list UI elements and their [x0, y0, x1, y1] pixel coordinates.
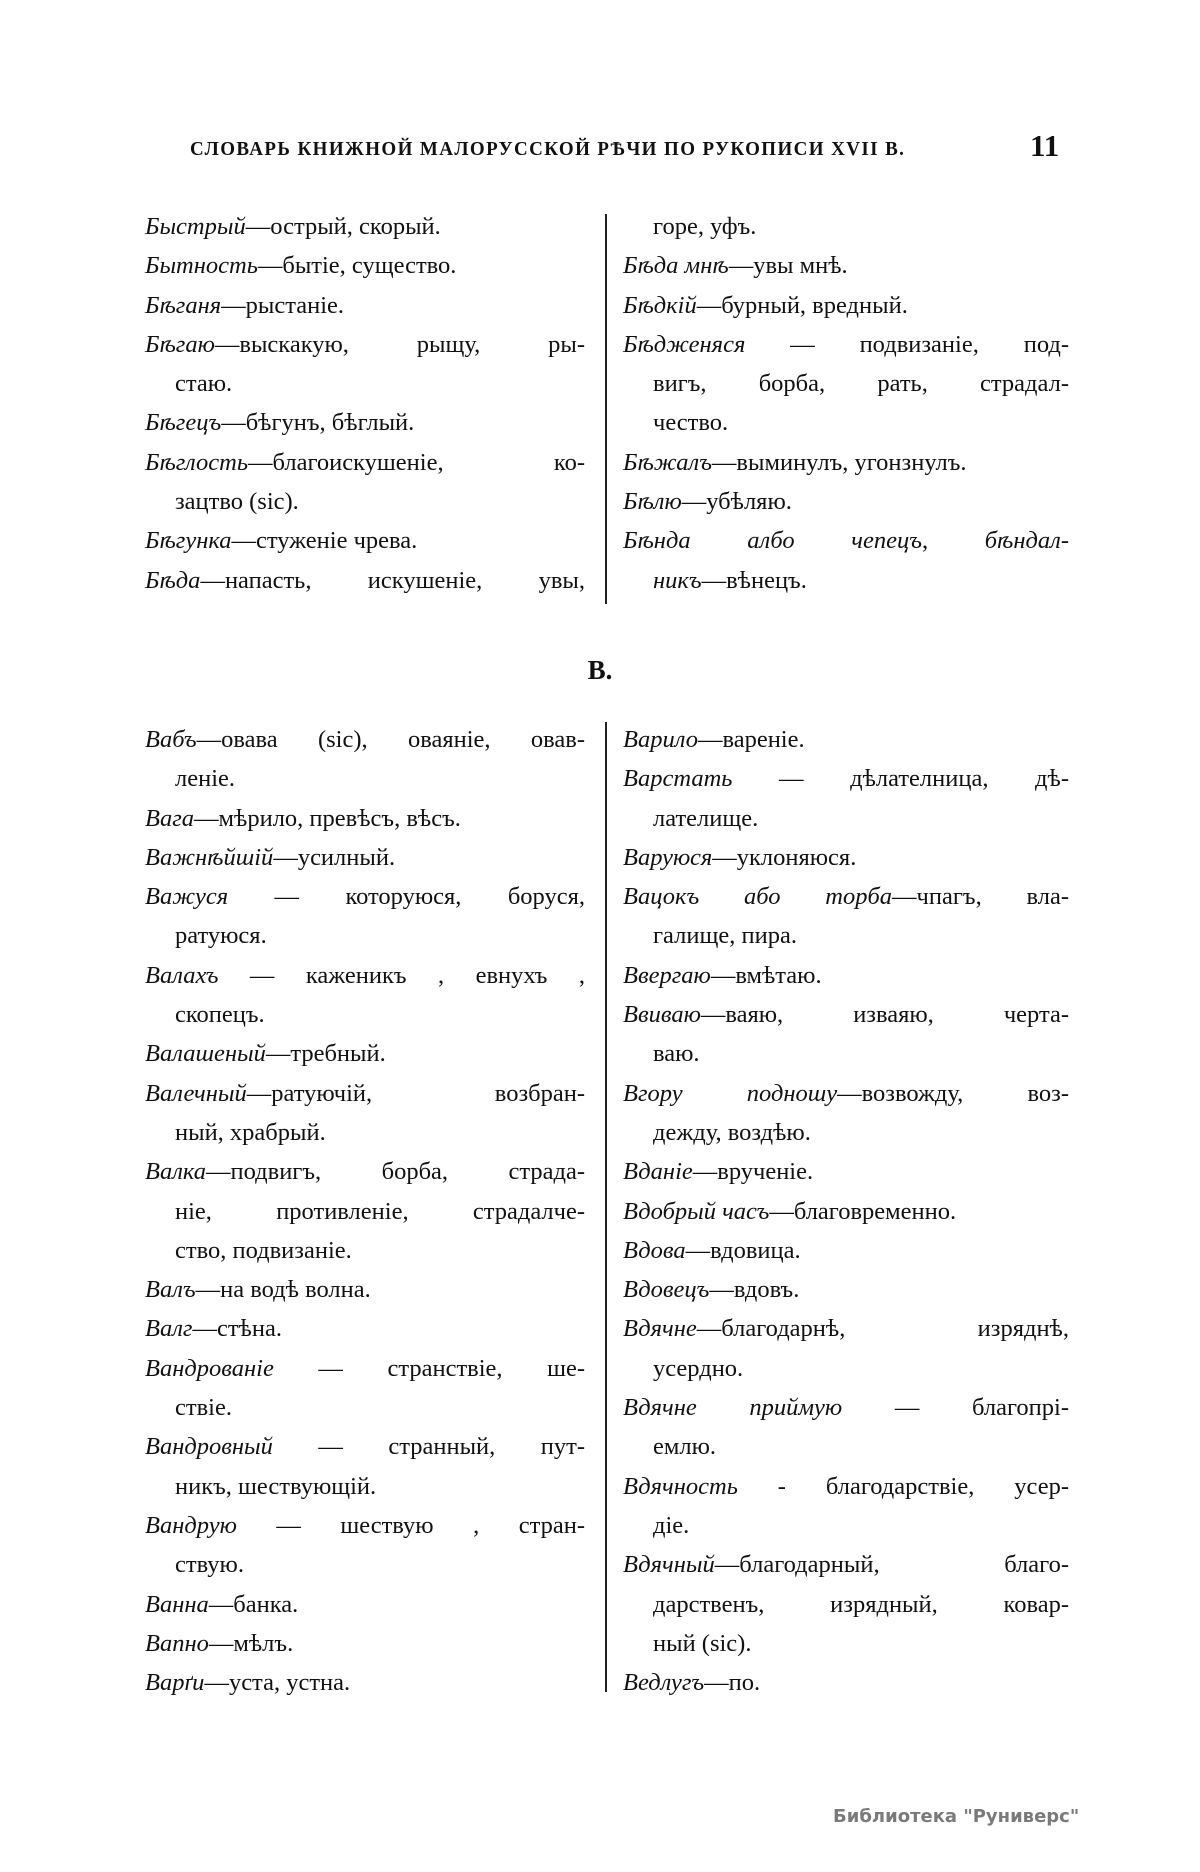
entry-line [623, 482, 1069, 521]
dictionary-entry [145, 1152, 585, 1270]
entry-line [623, 1192, 1069, 1231]
definition: скопецъ. [175, 1001, 265, 1029]
headword: Вага [145, 804, 195, 832]
entry-line [623, 1349, 1069, 1388]
definition: —бѣгунъ, бѣглый. [221, 409, 415, 437]
headword: Вабъ [145, 726, 197, 753]
definition: — дѣлателница, дѣ- [732, 765, 1069, 793]
dictionary-entry [145, 1585, 585, 1624]
dictionary-entry [623, 482, 1069, 521]
headword: Варуюся [623, 843, 713, 871]
dictionary-entry [623, 1467, 1069, 1546]
dictionary-entry [623, 995, 1069, 1074]
entry-line [145, 1585, 585, 1624]
definition: вигъ, борба, рать, страдал- [653, 370, 1069, 398]
definition: стаю. [175, 370, 233, 398]
headword: Бѣнда албо чепецъ [623, 527, 922, 555]
dictionary-entry [145, 838, 585, 877]
entry-line [623, 1113, 1069, 1152]
definition: — которуюся, боруся, [228, 883, 585, 911]
dictionary-entry [623, 877, 1069, 956]
definition: —врученіе. [692, 1158, 814, 1186]
headword: Бѣда мнѣ [623, 252, 729, 280]
headword: Бѣгецъ [145, 409, 222, 437]
headword: Бѣдженяся [623, 330, 746, 358]
headword: Вгору подношу [623, 1079, 838, 1107]
headword: Валъ [145, 1276, 196, 1304]
dictionary-entry [623, 286, 1069, 325]
dictionary-entry [623, 325, 1069, 443]
entry-line [145, 995, 585, 1034]
headword: Вдячне приймую [623, 1394, 843, 1422]
entry-line [145, 799, 585, 838]
entry-line [145, 1467, 585, 1506]
entry-line [145, 956, 585, 995]
headword: Вдобрый часъ [623, 1197, 770, 1225]
entry-line [623, 1624, 1069, 1663]
definition: ваю. [653, 1040, 700, 1068]
headword: Ведлугъ [623, 1669, 705, 1697]
dictionary-entry [623, 1545, 1069, 1663]
definition: —стѣна. [192, 1315, 282, 1343]
entry-line [145, 1270, 585, 1309]
entry-line [145, 720, 585, 759]
definition: — подвизаніе, под- [745, 330, 1069, 358]
entry-line [145, 325, 585, 364]
entry-line [623, 1506, 1069, 1545]
headword: Вандрованіе [145, 1354, 274, 1382]
entry-line [145, 1506, 585, 1545]
entry-line [145, 403, 585, 442]
definition: лателище. [653, 804, 759, 832]
definition: ствую. [175, 1551, 244, 1579]
entry-line [145, 1388, 585, 1427]
definition: дарственъ, изрядный, ковар- [653, 1590, 1069, 1618]
definition: —овава (sic), оваяніе, овав- [196, 726, 585, 753]
entry-line [623, 286, 1069, 325]
definition: —благодарный, благо- [714, 1551, 1069, 1579]
definition: —благовременно. [769, 1197, 957, 1225]
dictionary-entry [623, 1231, 1069, 1270]
library-watermark: Библиотека "Руниверс" [833, 1806, 1080, 1827]
entry-line [623, 956, 1069, 995]
headword: Вацокъ або торба [623, 883, 893, 911]
dictionary-entry [145, 720, 585, 799]
definition: , [921, 527, 985, 555]
headword: Варило [623, 726, 698, 753]
entry-line [623, 759, 1069, 798]
definition: —мѣлъ. [208, 1629, 294, 1657]
definition: — шествую , стран- [236, 1511, 585, 1539]
headword: Вдовецъ [623, 1276, 710, 1304]
headword: Вданіе [623, 1158, 693, 1186]
dictionary-entry [145, 1349, 585, 1428]
definition: —уклоняюся. [712, 843, 857, 871]
dictionary-entry [145, 207, 585, 246]
dictionary-entry [145, 403, 585, 442]
definition: —вареніе. [697, 726, 805, 753]
entry-line [623, 207, 1069, 246]
definition: —бурный, вредный. [696, 291, 908, 319]
definition: —выскакую, рыщу, ры- [214, 330, 585, 358]
entry-line [623, 720, 1069, 759]
entry-line [145, 482, 585, 521]
entry-line [145, 759, 585, 798]
entry-line [145, 1231, 585, 1270]
entry-line [145, 1624, 585, 1663]
entry-line [623, 877, 1069, 916]
dictionary-entry [623, 1192, 1069, 1231]
definition: ный, храбрый. [175, 1118, 326, 1146]
entry-line [145, 1663, 585, 1702]
definition: —благоискушеніе, ко- [247, 448, 585, 476]
dictionary-entry [145, 521, 585, 560]
dictionary-entry [145, 561, 585, 600]
entry-line [623, 1034, 1069, 1073]
entry-line [623, 916, 1069, 955]
definition: —увы мнѣ. [728, 252, 848, 280]
definition: —вѣнецъ. [701, 566, 807, 594]
entry-line [145, 1113, 585, 1152]
dictionary-entry [623, 720, 1069, 759]
dictionary-entry [623, 956, 1069, 995]
entry-line [145, 1192, 585, 1231]
headword: Вдячный [623, 1551, 715, 1579]
headword: Валахъ [145, 961, 219, 989]
headword: Бѣлю [623, 488, 682, 516]
definition: —уста, устна. [204, 1669, 351, 1697]
definition: —ваяю, изваяю, черта- [700, 1001, 1069, 1029]
definition: —усилный. [273, 843, 396, 871]
entry-line [145, 286, 585, 325]
dictionary-entry [623, 207, 1069, 246]
entry-line [623, 1152, 1069, 1191]
definition: —банка. [208, 1590, 299, 1618]
headword: Бѣгаю [145, 330, 215, 358]
headword: никъ [653, 566, 702, 594]
headword: Бѣглость [145, 448, 248, 476]
definition: ніе, противленіе, страдалче- [175, 1197, 585, 1225]
dictionary-entry [623, 759, 1069, 838]
headword: Бытность [145, 252, 258, 280]
headword: Валка [145, 1158, 206, 1186]
definition: чество. [653, 409, 729, 437]
definition: зацтво (sic). [175, 488, 299, 516]
definition: - благодарствіе, усер- [737, 1472, 1069, 1500]
definition: —требный. [265, 1040, 386, 1068]
definition: —выминулъ, угонзнулъ. [711, 448, 967, 476]
definition: —ратуючій, возбран- [246, 1079, 585, 1107]
entry-line [623, 1663, 1069, 1702]
headword: Валечный [145, 1079, 247, 1107]
entry-line [145, 1349, 585, 1388]
headword: Важнѣйшій [145, 843, 274, 871]
definition: ствіе. [175, 1394, 232, 1422]
headword: Быстрый [145, 213, 246, 240]
dictionary-entry [145, 1034, 585, 1073]
entry-line [145, 1545, 585, 1584]
dictionary-entry [145, 1309, 585, 1348]
entry-line [145, 443, 585, 482]
definition: — благопрі- [842, 1394, 1069, 1422]
definition: —бытіе, существо. [257, 252, 457, 280]
entry-line [623, 443, 1069, 482]
running-head-title: СЛОВАРЬ КНИЖНОЙ МАЛОРУССКОЙ РѢЧИ ПО РУКОПИСИ XVII В. [190, 138, 906, 161]
dictionary-entry [145, 1074, 585, 1153]
definition: —чпагъ, вла- [892, 883, 1069, 911]
headword: Вдова [623, 1236, 686, 1264]
dictionary-entry [145, 1270, 585, 1309]
definition: —стуженіе чрева. [231, 527, 418, 555]
definition: діе. [653, 1511, 690, 1539]
definition: — странствіе, ше- [273, 1354, 585, 1382]
headword: Валг [145, 1315, 193, 1343]
headword: Варґи [145, 1669, 205, 1697]
definition: дежду, воздѣю. [653, 1118, 811, 1146]
definition: —по. [704, 1669, 761, 1697]
bottom-left-column [145, 720, 585, 1702]
section-heading: В. [587, 655, 613, 685]
dictionary-entry [145, 443, 585, 522]
entry-line [623, 521, 1069, 560]
headword: Вдячность [623, 1472, 738, 1500]
headword: Вандрую [145, 1511, 237, 1539]
definition: — странный, пут- [272, 1433, 585, 1461]
entry-line [145, 1034, 585, 1073]
entry-line [145, 877, 585, 916]
definition: — каженикъ , евнухъ , [218, 961, 585, 989]
headword: Важуся [145, 883, 229, 911]
headword: Вдячне [623, 1315, 697, 1343]
entry-line [145, 838, 585, 877]
definition: ный (sic). [653, 1629, 752, 1657]
definition: —убѣляю. [681, 488, 792, 516]
definition: ратуюся. [175, 922, 267, 950]
definition: емлю. [653, 1433, 717, 1461]
definition: —благодарнѣ, изряднѣ, [696, 1315, 1069, 1343]
entry-line [623, 1585, 1069, 1624]
dictionary-entry [145, 1663, 585, 1702]
entry-line [623, 995, 1069, 1034]
definition: —напасть, искушеніе, увы, [200, 566, 585, 594]
dictionary-entry [623, 1388, 1069, 1467]
dictionary-entry [623, 838, 1069, 877]
definition: ство, подвизаніе. [175, 1236, 352, 1264]
dictionary-entry [145, 1506, 585, 1585]
definition: галище, пира. [653, 922, 797, 950]
dictionary-entry [623, 1270, 1069, 1309]
definition: никъ, шествующій. [175, 1472, 377, 1500]
page-number: 11 [1030, 128, 1060, 163]
headword: Бѣдкій [623, 291, 697, 319]
dictionary-entry [623, 1309, 1069, 1388]
entry-line [623, 1388, 1069, 1427]
top-left-column [145, 207, 585, 600]
entry-line [623, 325, 1069, 364]
entry-line [623, 364, 1069, 403]
entry-line [623, 838, 1069, 877]
entry-line [623, 1231, 1069, 1270]
entry-line [145, 1427, 585, 1466]
headword: бѣндал- [984, 527, 1069, 555]
dictionary-entry [623, 1152, 1069, 1191]
entry-line [623, 799, 1069, 838]
entry-line [145, 916, 585, 955]
headword: Ввергаю [623, 961, 711, 989]
entry-line [623, 1309, 1069, 1348]
entry-line [623, 1074, 1069, 1113]
dictionary-entry [145, 956, 585, 1035]
entry-line [145, 207, 585, 246]
definition: —рыстаніе. [221, 291, 345, 319]
entry-line [145, 364, 585, 403]
dictionary-entry [145, 246, 585, 285]
dictionary-entry [623, 1074, 1069, 1153]
dictionary-entry [145, 1624, 585, 1663]
definition: усердно. [653, 1354, 744, 1382]
entry-line [623, 246, 1069, 285]
dictionary-entry [145, 799, 585, 838]
definition: —вдовица. [685, 1236, 801, 1264]
headword: Ввиваю [623, 1001, 701, 1029]
column-divider [605, 722, 607, 1692]
dictionary-entry [623, 1663, 1069, 1702]
entry-line [145, 521, 585, 560]
dictionary-entry [145, 877, 585, 956]
headword: Бѣганя [145, 291, 222, 319]
headword: Ванна [145, 1590, 209, 1618]
definition: —вдовъ. [709, 1276, 800, 1304]
bottom-right-column [623, 720, 1069, 1702]
entry-line [145, 561, 585, 600]
column-divider [605, 214, 607, 604]
top-right-column [623, 207, 1069, 600]
definition: —возвожду, воз- [837, 1079, 1069, 1107]
definition: —вмѣтаю. [710, 961, 822, 989]
headword: Вапно [145, 1629, 209, 1657]
entry-line [145, 1309, 585, 1348]
headword: Бѣгунка [145, 527, 232, 555]
headword: Валашеный [145, 1040, 266, 1068]
dictionary-entry [145, 1427, 585, 1506]
entry-line [623, 1427, 1069, 1466]
dictionary-entry [145, 325, 585, 404]
definition: горе, уфъ. [653, 213, 757, 240]
entry-line [623, 403, 1069, 442]
entry-line [145, 1152, 585, 1191]
dictionary-entry [623, 443, 1069, 482]
headword: Бѣжалъ [623, 448, 712, 476]
headword: Бѣда [145, 566, 201, 594]
dictionary-entry [145, 286, 585, 325]
entry-line [145, 1074, 585, 1113]
dictionary-entry [623, 521, 1069, 600]
headword: Вандровный [145, 1433, 273, 1461]
entry-line [623, 1545, 1069, 1584]
definition: —острый, скорый. [245, 213, 441, 240]
definition: —подвигъ, борба, страда- [206, 1158, 585, 1186]
entry-line [145, 246, 585, 285]
entry-line [623, 1270, 1069, 1309]
definition: —мѣрило, превѣсъ, вѣсъ. [194, 804, 461, 832]
dictionary-entry [623, 246, 1069, 285]
definition: —на водѣ волна. [195, 1276, 371, 1304]
definition: леніе. [175, 765, 236, 793]
entry-line [623, 1467, 1069, 1506]
headword: Варстать [623, 765, 733, 793]
entry-line [623, 561, 1069, 600]
